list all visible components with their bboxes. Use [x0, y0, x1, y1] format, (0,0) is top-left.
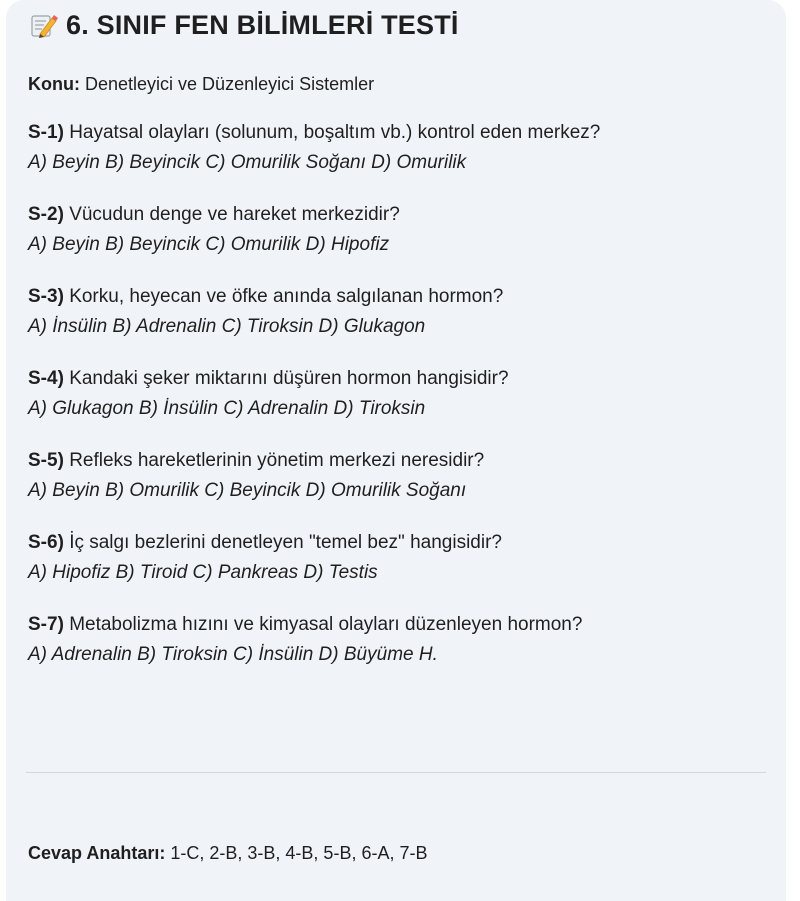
question-number: S-1): [28, 122, 64, 143]
question-text: Hayatsal olayları (solunum, boşaltım vb.) kontrol eden merkez?: [69, 122, 601, 143]
question-options: A) Beyin B) Beyincik C) Omurilik Soğanı D) Omurilik: [28, 152, 467, 173]
question-options: A) İnsülin B) Adrenalin C) Tiroksin D) Glukagon: [28, 316, 426, 337]
question-text: Vücudun denge ve hareket merkezidir?: [69, 204, 400, 225]
answer-key-value: 1-C, 2-B, 3-B, 4-B, 5-B, 6-A, 7-B: [170, 843, 428, 863]
response-card: [6, 0, 786, 901]
question-number: S-7): [28, 614, 64, 635]
topic-value: Denetleyici ve Düzenleyici Sistemler: [85, 74, 375, 94]
question-number: S-2): [28, 204, 64, 225]
question-text: Korku, heyecan ve öfke anında salgılanan hormon?: [69, 286, 504, 307]
question-number: S-5): [28, 450, 64, 471]
divider: [26, 772, 766, 773]
question-text: Metabolizma hızını ve kimyasal olayları düzenleyen hormon?: [69, 614, 583, 635]
question-item: [28, 118, 766, 178]
answer-key-label: Cevap Anahtarı:: [28, 843, 166, 863]
answer-key: [28, 840, 427, 866]
question-number: S-3): [28, 286, 64, 307]
question-item: [28, 446, 766, 506]
question-number: S-6): [28, 532, 64, 553]
question-item: [28, 610, 766, 670]
question-options: A) Beyin B) Omurilik C) Beyincik D) Omurilik Soğanı: [28, 480, 467, 501]
question-item: [28, 200, 766, 260]
question-text: İç salgı bezlerini denetleyen "temel bez" hangisidir?: [69, 532, 502, 553]
question-text: Kandaki şeker miktarını düşüren hormon hangisidir?: [69, 368, 509, 389]
question-text: Refleks hareketlerinin yönetim merkezi neresidir?: [69, 450, 485, 471]
question-number: S-4): [28, 368, 64, 389]
question-item: [28, 364, 766, 424]
question-options: A) Hipofiz B) Tiroid C) Pankreas D) Testis: [28, 562, 378, 583]
topic-line: [28, 72, 766, 96]
topic-label: Konu:: [28, 74, 80, 94]
question-options: A) Beyin B) Beyincik C) Omurilik D) Hipofiz: [28, 234, 390, 255]
question-item: [28, 282, 766, 342]
question-options: A) Glukagon B) İnsülin C) Adrenalin D) Tiroksin: [28, 398, 426, 419]
page-title: 6. SINIF FEN BİLİMLERİ TESTİ: [66, 9, 459, 40]
question-item: [28, 528, 766, 588]
question-options: A) Adrenalin B) Tiroksin C) İnsülin D) Büyüme H.: [28, 644, 438, 665]
title-row: [28, 6, 766, 44]
memo-pencil-icon: [28, 10, 58, 40]
